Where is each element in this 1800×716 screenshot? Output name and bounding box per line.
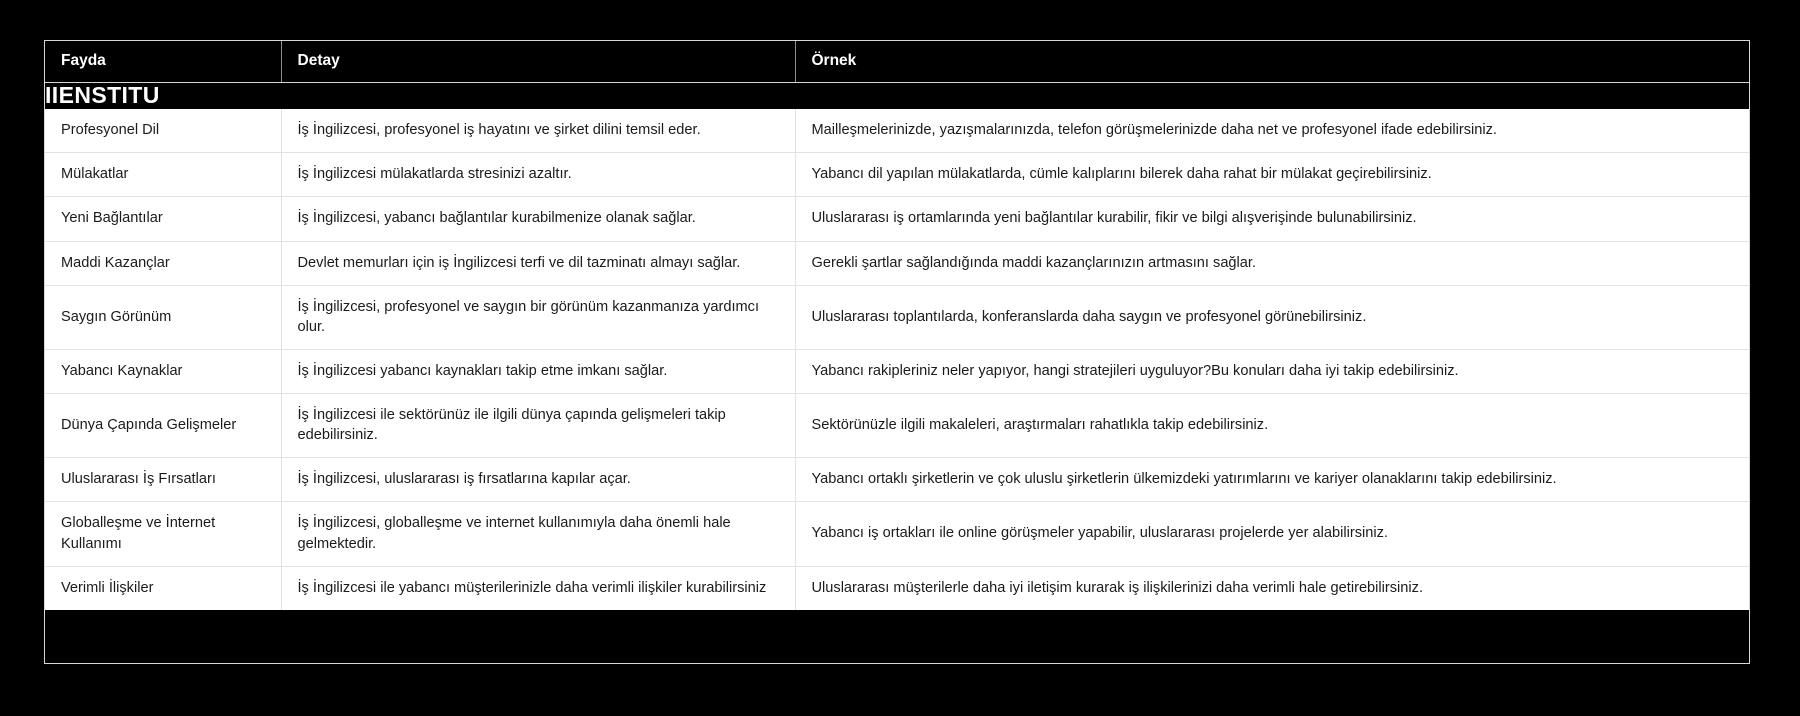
- table-row: [45, 153, 1750, 197]
- cell-ornek: Mailleşmelerinizde, yazışmalarınızda, telefon görüşmelerinizde daha net ve profesyonel ifade edebilirsiniz.: [795, 109, 1750, 153]
- cell-fayda: Globalleşme ve İnternet Kullanımı: [45, 502, 281, 566]
- cell-fayda: Yeni Bağlantılar: [45, 197, 281, 241]
- cell-detay: İş İngilizcesi yabancı kaynakları takip etme imkanı sağlar.: [281, 349, 795, 393]
- cell-fayda: Saygın Görünüm: [45, 285, 281, 349]
- cell-detay: İş İngilizcesi mülakatlarda stresinizi azaltır.: [281, 153, 795, 197]
- table-header: [45, 41, 1750, 83]
- cell-ornek: Uluslararası müşterilerle daha iyi iletişim kurarak iş ilişkilerinizi daha verimli hale getirebilirsiniz.: [795, 566, 1750, 610]
- table-row: [45, 349, 1750, 393]
- cell-fayda: Mülakatlar: [45, 153, 281, 197]
- cell-detay: İş İngilizcesi, yabancı bağlantılar kurabilmenize olanak sağlar.: [281, 197, 795, 241]
- table-row: [45, 394, 1750, 458]
- table-body: [45, 109, 1750, 610]
- table-row: [45, 566, 1750, 610]
- brand-logo-text: IIENSTITU: [45, 82, 160, 108]
- cell-ornek: Sektörünüzle ilgili makaleleri, araştırmaları rahatlıkla takip edebilirsiniz.: [795, 394, 1750, 458]
- cell-detay: İş İngilizcesi, uluslararası iş fırsatlarına kapılar açar.: [281, 458, 795, 502]
- cell-fayda: Profesyonel Dil: [45, 109, 281, 153]
- cell-ornek: Yabancı iş ortakları ile online görüşmeler yapabilir, uluslararası projelerde yer alabilirsiniz.: [795, 502, 1750, 566]
- table-row: [45, 458, 1750, 502]
- column-header-fayda: Fayda: [45, 41, 281, 83]
- table-header-row: [45, 41, 1750, 83]
- cell-fayda: Dünya Çapında Gelişmeler: [45, 394, 281, 458]
- cell-ornek: Yabancı rakipleriniz neler yapıyor, hangi stratejileri uyguluyor?Bu konuları daha iyi takip edebilirsiniz.: [795, 349, 1750, 393]
- table-caption-section: [45, 83, 1750, 110]
- brand-row: [45, 83, 1750, 110]
- cell-detay: İş İngilizcesi, profesyonel iş hayatını ve şirket dilini temsil eder.: [281, 109, 795, 153]
- cell-fayda: Maddi Kazançlar: [45, 241, 281, 285]
- cell-detay: İş İngilizcesi ile sektörünüz ile ilgili dünya çapında gelişmeleri takip edebilirsiniz.: [281, 394, 795, 458]
- cell-ornek: Yabancı dil yapılan mülakatlarda, cümle kalıplarını bilerek daha rahat bir mülakat geçirebilirsiniz.: [795, 153, 1750, 197]
- table-row: [45, 109, 1750, 153]
- column-header-detay: Detay: [281, 41, 795, 83]
- column-header-ornek: Örnek: [795, 41, 1750, 83]
- brand-cell: [45, 83, 1750, 110]
- cell-detay: İş İngilizcesi, profesyonel ve saygın bir görünüm kazanmanıza yardımcı olur.: [281, 285, 795, 349]
- cell-fayda: Yabancı Kaynaklar: [45, 349, 281, 393]
- benefits-table: [45, 41, 1750, 610]
- cell-ornek: Gerekli şartlar sağlandığında maddi kazançlarınızın artmasını sağlar.: [795, 241, 1750, 285]
- benefits-table-container: [44, 40, 1750, 664]
- table-row: [45, 241, 1750, 285]
- cell-ornek: Uluslararası toplantılarda, konferanslarda daha saygın ve profesyonel görünebilirsiniz.: [795, 285, 1750, 349]
- cell-fayda: Verimli İlişkiler: [45, 566, 281, 610]
- cell-ornek: Yabancı ortaklı şirketlerin ve çok uluslu şirketlerin ülkemizdeki yatırımlarını ve kariyer olanaklarını takip edebilirsiniz.: [795, 458, 1750, 502]
- cell-detay: Devlet memurları için iş İngilizcesi terfi ve dil tazminatı almayı sağlar.: [281, 241, 795, 285]
- cell-detay: İş İngilizcesi, globalleşme ve internet kullanımıyla daha önemli hale gelmektedir.: [281, 502, 795, 566]
- table-row: [45, 285, 1750, 349]
- cell-detay: İş İngilizcesi ile yabancı müşterilerinizle daha verimli ilişkiler kurabilirsiniz: [281, 566, 795, 610]
- cell-ornek: Uluslararası iş ortamlarında yeni bağlantılar kurabilir, fikir ve bilgi alışverişinde bulunabilirsiniz.: [795, 197, 1750, 241]
- table-row: [45, 197, 1750, 241]
- cell-fayda: Uluslararası İş Fırsatları: [45, 458, 281, 502]
- table-row: [45, 502, 1750, 566]
